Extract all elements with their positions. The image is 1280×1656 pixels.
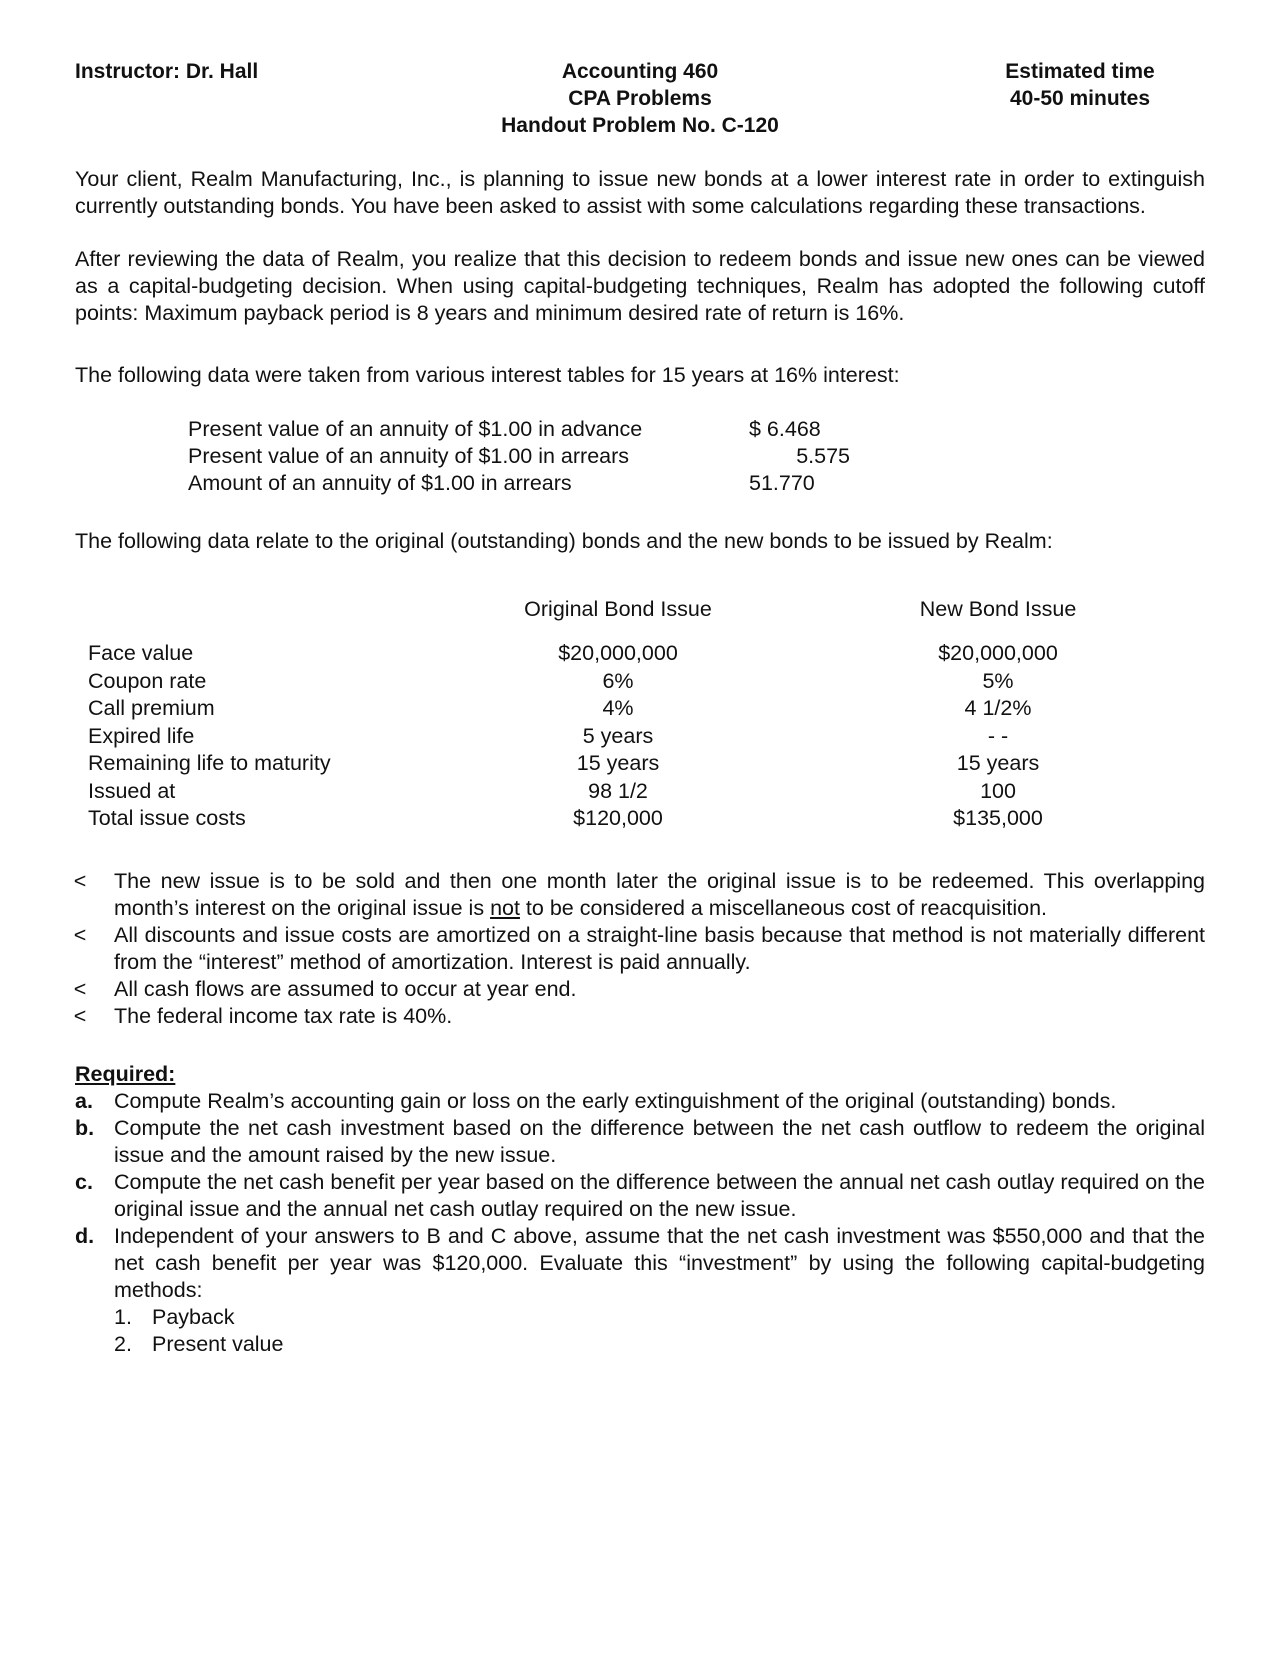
document-title-block [440, 58, 840, 139]
handout-number: Handout Problem No. C-120 [501, 114, 779, 137]
original-value: 98 1/2 [588, 778, 648, 803]
item-text: Compute the net cash investment based on the difference between the net cash outflow to redeem the original issue and the amount raised by the new issue. [114, 1116, 1205, 1167]
list-item [70, 868, 1205, 922]
new-value: - - [987, 723, 1009, 748]
new-value: 4 1/2% [964, 696, 1032, 720]
interest-table [188, 416, 888, 497]
original-value: $20,000,000 [558, 641, 678, 665]
original-value: 5 years [582, 723, 654, 748]
underlined-emphasis: not [490, 896, 520, 920]
new-issue-header: New Bond Issue [919, 597, 1077, 621]
new-value: $135,000 [953, 806, 1043, 830]
new-value: 15 years [956, 751, 1040, 775]
estimated-time-block [960, 58, 1200, 112]
list-item [70, 922, 1205, 976]
interest-table-intro: The following data were taken from various interest tables for 15 years at 16% interest: [75, 363, 900, 387]
sub-item-text: Payback [152, 1305, 235, 1329]
required-list [70, 1088, 1205, 1358]
new-value: 100 [980, 778, 1016, 803]
bond-comparison-table [88, 640, 1188, 833]
bullet-marker: < [73, 977, 87, 1001]
course-title: Accounting 460 [561, 60, 719, 83]
interest-row-value: 5.575 [796, 444, 850, 468]
item-marker: c. [75, 1170, 93, 1194]
bullet-marker: < [73, 923, 87, 947]
estimated-time-label: Estimated time [1005, 60, 1155, 83]
course-subtitle: CPA Problems [568, 87, 712, 110]
interest-row-label: Present value of an annuity of $1.00 in arrears [188, 444, 630, 468]
row-label: Coupon rate [88, 668, 207, 693]
interest-table-row [188, 416, 888, 443]
table-row [88, 805, 1188, 833]
item-marker: b. [75, 1116, 95, 1140]
new-value: 5% [982, 668, 1014, 693]
row-label: Expired life [88, 723, 195, 748]
original-value: 6% [602, 668, 634, 693]
list-item [70, 1088, 1205, 1115]
bullet-text: All cash flows are assumed to occur at year end. [114, 977, 577, 1001]
interest-row-label: Present value of an annuity of $1.00 in advance [188, 417, 643, 441]
original-value: 4% [602, 696, 634, 720]
intro-paragraph-2: After reviewing the data of Realm, you realize that this decision to redeem bonds and issue new ones can be viewed as a capital-budgeting decision. When using capital-budgeting techniques, Realm has adopted the following cutoff points: Maximum payback period is 8 years and minimum desired rate of return is 16%. [75, 247, 1205, 325]
list-item [70, 1003, 1205, 1030]
row-label: Issued at [88, 778, 176, 803]
item-text: Independent of your answers to B and C above, assume that the net cash investment was $550,000 and that the net cash benefit per year was $120,000. Evaluate this “investment” by using the following capital-budgeting methods: [114, 1224, 1205, 1302]
interest-row-label: Amount of an annuity of $1.00 in arrears [188, 471, 572, 495]
sub-item-marker: 1. [114, 1305, 132, 1329]
table-row [88, 750, 1188, 778]
sub-item-text: Present value [152, 1332, 284, 1356]
item-text: Compute the net cash benefit per year based on the difference between the annual net cash outlay required on the original issue and the annual net cash outlay required on the new issue. [114, 1170, 1205, 1221]
bullet-text: All discounts and issue costs are amortized on a straight-line basis because that method is not materially different from the “interest” method of amortization. Interest is paid annually. [114, 923, 1205, 974]
original-value: 15 years [576, 751, 660, 775]
table-row [88, 723, 1188, 751]
sub-item-marker: 2. [114, 1332, 132, 1356]
instructor-label: Instructor: Dr. Hall [75, 60, 259, 83]
row-label: Face value [88, 641, 194, 665]
required-heading: Required: [75, 1062, 176, 1086]
bullet-marker: < [73, 1004, 87, 1028]
original-issue-header: Original Bond Issue [524, 597, 712, 621]
row-label: Total issue costs [88, 806, 246, 830]
interest-table-row [188, 443, 888, 470]
item-text: Compute Realm’s accounting gain or loss on the early extinguishment of the original (outstanding) bonds. [114, 1089, 1117, 1113]
estimated-time-value: 40-50 minutes [1009, 87, 1151, 110]
table-row [88, 695, 1188, 723]
new-value: $20,000,000 [938, 641, 1058, 665]
intro-paragraph-1: Your client, Realm Manufacturing, Inc., is planning to issue new bonds at a lower interest rate in order to extinguish currently outstanding bonds. You have been asked to assist with some calculations regarding these transactions. [75, 167, 1205, 218]
assumptions-list [70, 868, 1205, 1030]
list-item [70, 1115, 1205, 1169]
table-row [88, 640, 1188, 668]
item-marker: d. [75, 1224, 95, 1248]
row-label: Remaining life to maturity [88, 751, 331, 775]
interest-table-row [188, 470, 888, 497]
row-label: Call premium [88, 696, 215, 720]
list-item [70, 1169, 1205, 1223]
table-row [88, 778, 1188, 806]
sub-item [114, 1304, 1205, 1331]
bullet-marker: < [73, 869, 87, 893]
item-marker: a. [75, 1089, 93, 1113]
bullet-text-part: to be considered a miscellaneous cost of reacquisition. [519, 896, 1047, 920]
interest-row-value: 51.770 [749, 471, 815, 495]
list-item [70, 1223, 1205, 1358]
sub-item [114, 1331, 1205, 1358]
bullet-text: The federal income tax rate is 40%. [114, 1004, 453, 1028]
bond-table-intro: The following data relate to the original (outstanding) bonds and the new bonds to be issued by Realm: [75, 529, 1053, 553]
interest-row-value: $ 6.468 [749, 417, 821, 441]
bullet-text-part: The new issue is to be sold and then one month later the original issue is to be redeemed. This overlapping month’s interest on the original issue is [114, 869, 1205, 920]
original-value: $120,000 [573, 806, 663, 830]
table-row [88, 668, 1188, 696]
list-item [70, 976, 1205, 1003]
